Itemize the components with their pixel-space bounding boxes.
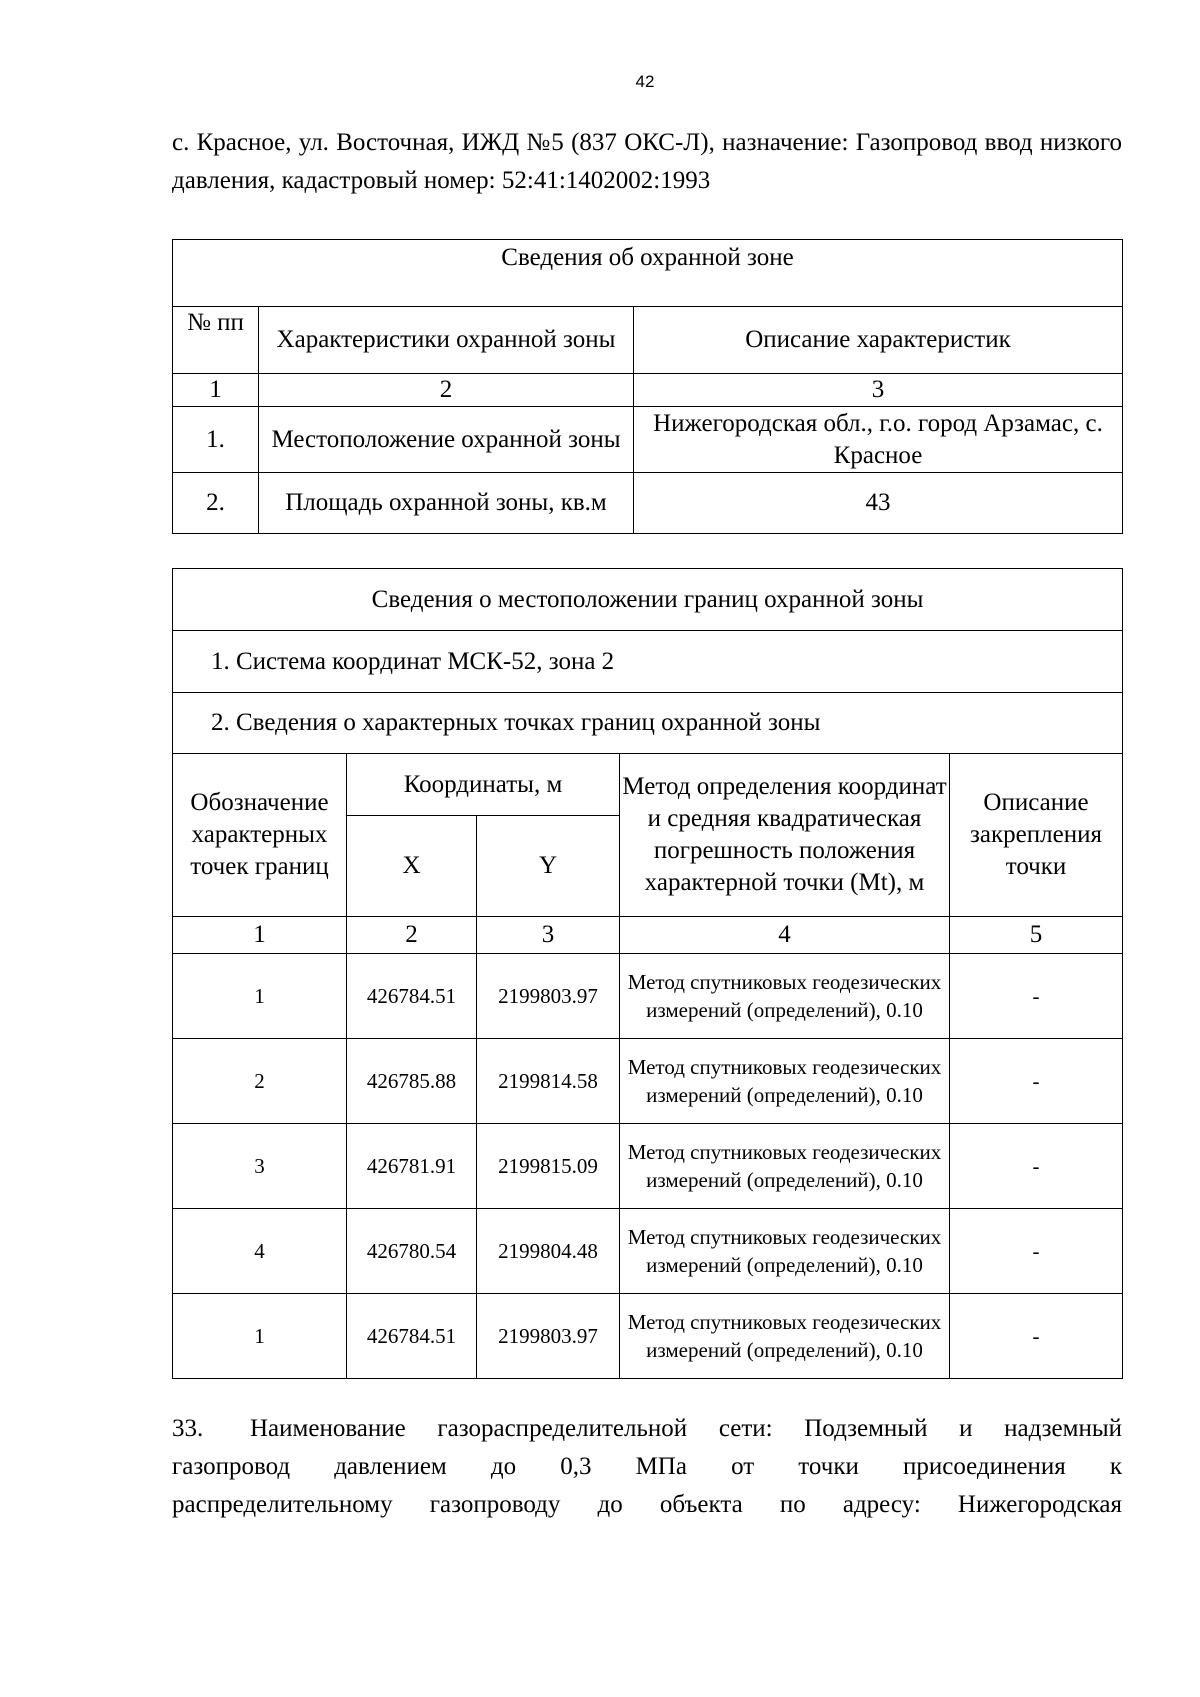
paragraph-line [172,1410,1122,1448]
header-cell: Характеристики охранной зоны [259,307,634,374]
fixing-cell: - [950,1209,1123,1294]
header-y: Y [477,816,620,917]
fixing-cell: - [950,954,1123,1039]
table-row [173,1039,1123,1124]
column-number: 3 [634,374,1123,407]
x-cell: 426781.91 [347,1124,477,1209]
column-number: 5 [950,917,1123,954]
table-title: Сведения о местоположении границ охранной зоны [173,569,1123,631]
x-cell: 426784.51 [347,1294,477,1379]
table-row [173,1294,1123,1379]
column-number: 1 [173,917,347,954]
y-cell: 2199815.09 [477,1124,620,1209]
x-cell: 426780.54 [347,1209,477,1294]
y-cell: 2199803.97 [477,954,620,1039]
fixing-cell: - [950,1039,1123,1124]
description-cell: 43 [634,473,1123,534]
boundary-points-table [172,568,1123,1379]
method-cell: Метод спутниковых геодезических измерений (определений), 0.10 [620,1294,950,1379]
paragraph-line-text: Наименование газораспределительной сети: Подземный и надземный [250,1415,1122,1442]
y-cell: 2199803.97 [477,1294,620,1379]
method-cell: Метод спутниковых геодезических измерений (определений), 0.10 [620,1039,950,1124]
fixing-cell: - [950,1124,1123,1209]
paragraph-number: 33. [172,1415,204,1442]
point-cell: 1 [173,1294,347,1379]
point-cell: 3 [173,1124,347,1209]
method-cell: Метод спутниковых геодезических измерений (определений), 0.10 [620,954,950,1039]
header-cell: № пп [173,307,259,374]
table-row [173,473,1123,534]
point-cell: 1 [173,954,347,1039]
header-x: X [347,816,477,917]
header-point-designation: Обозначение характерных точек границ [173,754,347,917]
points-section-row: 2. Сведения о характерных точках границ охранной зоны [173,693,1123,754]
point-cell: 2 [173,1039,347,1124]
column-number: 4 [620,917,950,954]
paragraph-33 [172,1410,1122,1524]
method-cell: Метод спутниковых геодезических измерений (определений), 0.10 [620,1209,950,1294]
header-fixing: Описание закрепления точки [950,754,1123,917]
table-row [173,1124,1123,1209]
protection-zone-table [172,239,1123,534]
paragraph-line: газопровод давлением до 0,3 МПа от точки присоединения к [172,1453,1122,1480]
column-number: 1 [173,374,259,407]
fixing-cell: - [950,1294,1123,1379]
row-number: 2. [173,473,259,534]
intro-text: с. Красное, ул. Восточная, ИЖД №5 (837 ОКС-Л), назначение: Газопровод ввод низкого давления, кадастровый номер: 52:41:1402002:1993 [172,129,1122,194]
characteristic-cell: Площадь охранной зоны, кв.м [259,473,634,534]
point-cell: 4 [173,1209,347,1294]
table-row [173,954,1123,1039]
description-cell: Нижегородская обл., г.о. город Арзамас, с. Красное [634,407,1123,473]
header-coordinates: Координаты, м [347,754,620,816]
paragraph-line: распределительному газопроводу до объекта по адресу: Нижегородская [172,1491,1122,1518]
coordinate-system-row: 1. Система координат МСК-52, зона 2 [173,631,1123,693]
y-cell: 2199814.58 [477,1039,620,1124]
column-number: 2 [259,374,634,407]
characteristic-cell: Местоположение охранной зоны [259,407,634,473]
page-number: 42 [635,72,655,91]
table-row [173,407,1123,473]
column-number: 3 [477,917,620,954]
table-title: Сведения об охранной зоне [173,240,1123,307]
x-cell: 426784.51 [347,954,477,1039]
x-cell: 426785.88 [347,1039,477,1124]
y-cell: 2199804.48 [477,1209,620,1294]
column-number: 2 [347,917,477,954]
method-cell: Метод спутниковых геодезических измерений (определений), 0.10 [620,1124,950,1209]
row-number: 1. [173,407,259,473]
table-row [173,1209,1123,1294]
header-method: Метод определения координат и средняя квадратическая погрешность положения характерной точки (Mt), м [620,754,950,917]
header-cell: Описание характеристик [634,307,1123,374]
